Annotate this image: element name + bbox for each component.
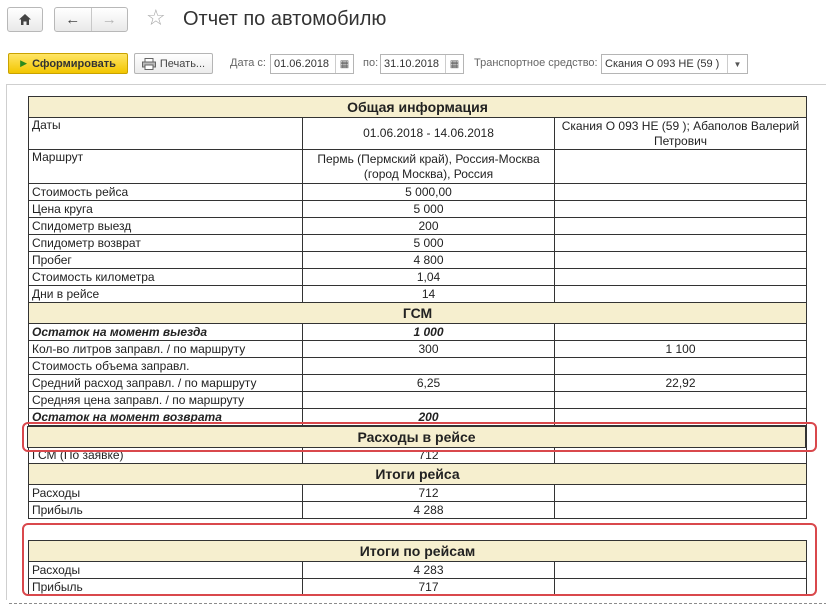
section-header-general: Общая информация xyxy=(29,97,807,118)
home-button[interactable] xyxy=(7,7,43,32)
history-nav xyxy=(54,7,128,32)
route-label: Маршрут xyxy=(29,150,303,184)
table-row: Расходы 4 283 xyxy=(29,562,807,579)
star-icon[interactable]: ☆ xyxy=(146,5,166,30)
report-area xyxy=(6,84,826,600)
forward-button[interactable] xyxy=(91,8,128,31)
vehicle-label: Транспортное средство: xyxy=(474,57,598,69)
back-button[interactable] xyxy=(55,8,91,31)
arrow-right-icon: → xyxy=(101,11,117,28)
date-from-value: 01.06.2018 xyxy=(274,58,330,70)
table-row: ГСМ (По заявке) 712 xyxy=(29,447,807,464)
date-to-label: по: xyxy=(363,57,379,69)
table-row: Прибыль 717 xyxy=(29,579,807,596)
section-header-trip-totals: Итоги рейса xyxy=(29,464,807,485)
highlight-frame xyxy=(22,422,817,452)
table-row: Спидометр возврат 5 000 xyxy=(29,235,807,252)
section-header-fuel: ГСМ xyxy=(29,303,807,324)
table-row: Стоимость километра 1,04 xyxy=(29,269,807,286)
route-value: Пермь (Пермский край), Россия-Москва (город Москва), Россия xyxy=(303,150,555,184)
dates-label: Даты xyxy=(29,118,303,150)
table-row: Кол-во литров заправл. / по маршруту 300 1 100 xyxy=(29,341,807,358)
printer-icon xyxy=(142,58,156,70)
table-row: Прибыль 4 288 xyxy=(29,502,807,519)
section-header-expenses: Расходы в рейсе xyxy=(27,426,806,448)
home-icon xyxy=(18,13,32,26)
vehicle-driver: Скания О 093 НЕ (59 ); Абаполов Валерий Петрович xyxy=(555,118,807,150)
highlight-frame xyxy=(22,523,817,596)
date-to-field[interactable] xyxy=(380,54,464,74)
print-button[interactable] xyxy=(134,53,213,74)
table-row: Спидометр выезд 200 xyxy=(29,218,807,235)
generate-button[interactable] xyxy=(8,53,128,74)
date-from-label: Дата с: xyxy=(230,57,266,69)
table-row: Остаток на момент возврата 200 xyxy=(29,409,807,426)
table-row: Средняя цена заправл. / по маршруту xyxy=(29,392,807,409)
table-row: Дни в рейсе 14 xyxy=(29,286,807,303)
table-row: Цена круга 5 000 xyxy=(29,201,807,218)
vehicle-select[interactable] xyxy=(601,54,748,74)
chevron-down-icon[interactable]: ▼ xyxy=(727,55,747,73)
table-row: Пробег 4 800 xyxy=(29,252,807,269)
date-from-field[interactable] xyxy=(270,54,354,74)
dates-value: 01.06.2018 - 14.06.2018 xyxy=(303,118,555,150)
date-to-value: 31.10.2018 xyxy=(384,58,440,70)
page-title: Отчет по автомобилю xyxy=(183,8,387,30)
vehicle-value: Скания О 093 НЕ (59 ) xyxy=(605,58,720,70)
report-table-main xyxy=(28,96,807,519)
calendar-icon[interactable]: ▦ xyxy=(335,55,353,73)
table-row: Стоимость объема заправл. xyxy=(29,358,807,375)
arrow-left-icon: ← xyxy=(65,11,81,28)
table-row: Стоимость рейса 5 000,00 xyxy=(29,184,807,201)
play-icon: ▶ xyxy=(20,58,28,68)
print-label: Печать... xyxy=(159,57,206,70)
table-row: Расходы 712 xyxy=(29,485,807,502)
calendar-icon[interactable]: ▦ xyxy=(445,55,463,73)
table-row: Остаток на момент выезда 1 000 xyxy=(29,324,807,341)
table-row: Средний расход заправл. / по маршруту 6,25 22,92 xyxy=(29,375,807,392)
generate-label: Сформировать xyxy=(32,57,116,70)
section-header-all-trips-totals: Итоги по рейсам xyxy=(29,541,807,562)
